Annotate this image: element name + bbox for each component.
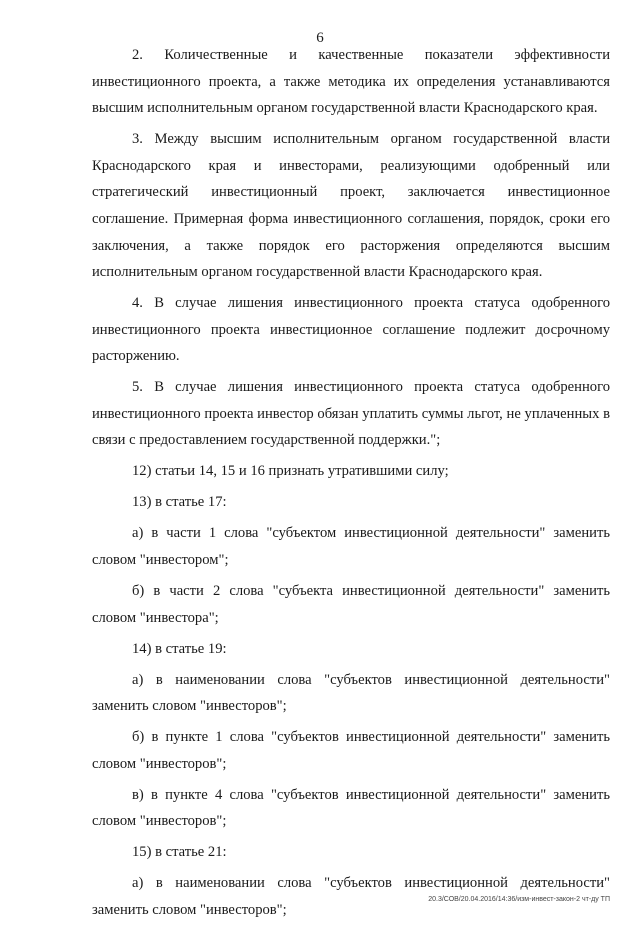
footer-reference: 20.3/СОВ/20.04.2016/14:36/изм-инвест-закон-2 чт-ду ТП <box>428 896 610 903</box>
paragraph: а) в наименовании слова "субъектов инвестиционной деятельности" заменить словом "инвесторов"; <box>92 671 610 715</box>
paragraph: 13) в статье 17: <box>132 494 227 511</box>
paragraph: а) в наименовании слова "субъектов инвестиционной деятельности" заменить словом "инвесторов"; <box>92 875 610 918</box>
paragraph: 15) в статье 21: <box>132 844 227 861</box>
paragraph: 4. В случае лишения инвестиционного проекта статуса одобренного инвестиционного проекта инвестиционное соглашение подлежит досрочному расторжению. <box>92 295 610 365</box>
paragraph: в) в пункте 4 слова "субъектов инвестиционной деятельности" заменить словом "инвесторов"; <box>92 786 610 830</box>
paragraph: 2. Количественные и качественные показатели эффективности инвестиционного проекта, а также методика их определения устанавливаются высшим исполнительным органом государственной власти Краснодарского края. <box>92 47 610 117</box>
paragraph: а) в части 1 слова "субъектом инвестиционной деятельности" заменить словом "инвестором"; <box>92 525 610 569</box>
paragraph: 5. В случае лишения инвестиционного проекта статуса одобренного инвестиционного проекта инвестор обязан уплатить суммы льгот, не уплаченных в связи с предоставлением государственной поддержки."; <box>92 379 610 449</box>
paragraph: 14) в статье 19: <box>132 640 227 657</box>
paragraph: б) в пункте 1 слова "субъектов инвестиционной деятельности" заменить словом "инвесторов"; <box>92 729 610 772</box>
page-number: 6 <box>316 30 324 46</box>
paragraph: 12) статьи 14, 15 и 16 признать утратившими силу; <box>132 463 449 480</box>
paragraph: 3. Между высшим исполнительным органом государственной власти Краснодарского края и инвесторами, реализующими одобренный или стратегический инвестиционный проект, заключается инвестиционное соглашение. Примерная форма инвестиционного соглашения, порядок, сроки его заключения, а также порядок его расторжения определяются высшим исполнительным органом государственной власти Краснодарского края. <box>92 131 610 281</box>
document-body <box>92 42 610 928</box>
paragraph: б) в части 2 слова "субъекта инвестиционной деятельности" заменить словом "инвестора"; <box>92 583 610 626</box>
